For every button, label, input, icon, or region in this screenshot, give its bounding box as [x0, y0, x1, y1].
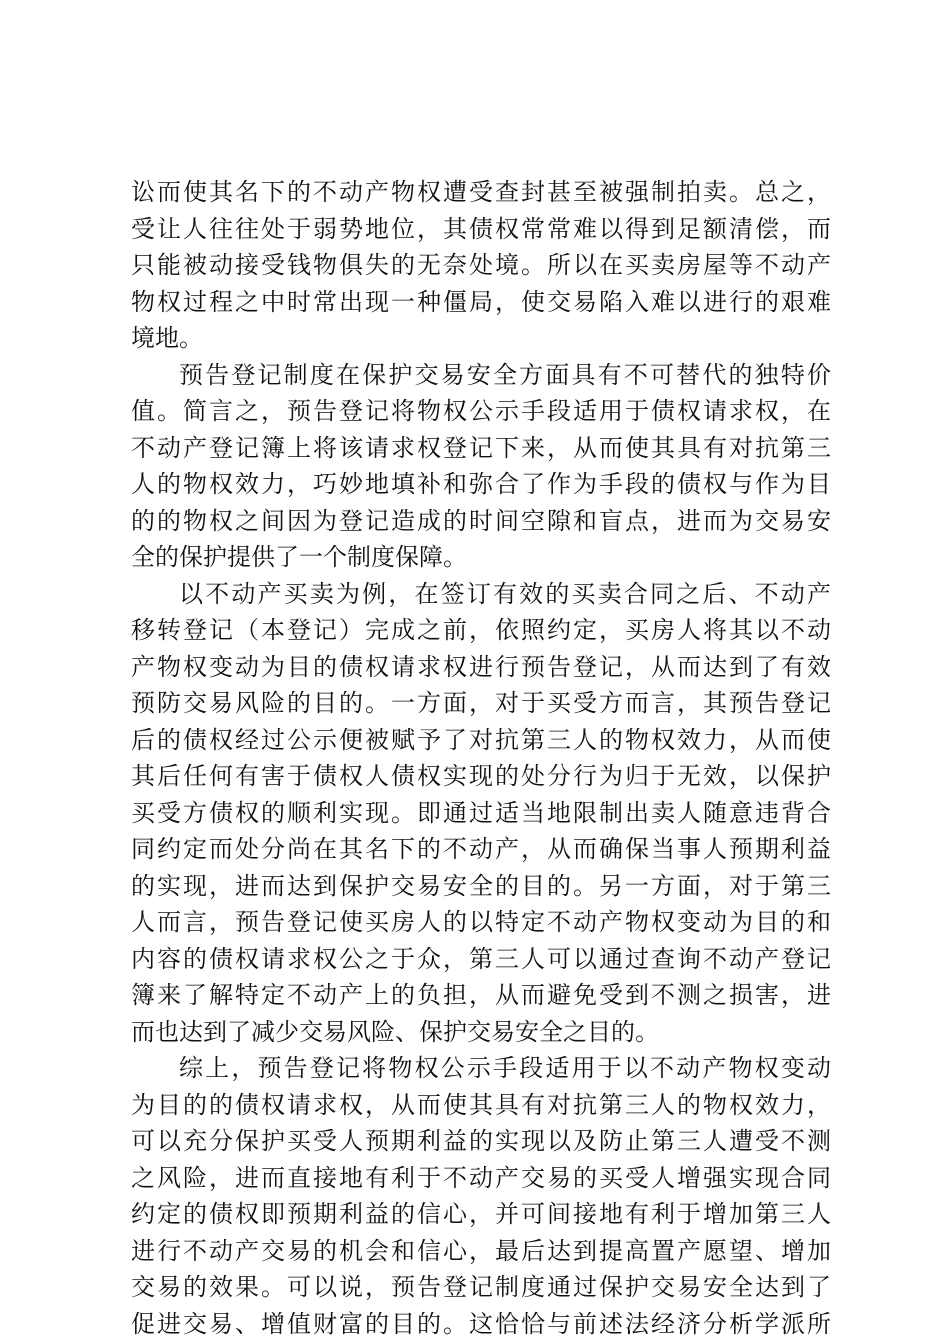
text-line: 为目的的债权请求权，从而使其具有对抗第三人的物权效力， — [131, 1090, 831, 1119]
text-line: 可以充分保护买受人预期利益的实现以及防止第三人遭受不测 — [131, 1127, 831, 1155]
text-line: 同约定而处分尚在其名下的不动产，从而确保当事人预期利益 — [131, 835, 831, 863]
text-line: 交易的效果。可以说，预告登记制度通过保护交易安全达到了 — [131, 1273, 831, 1301]
text-line: 约定的债权即预期利益的信心，并可间接地有利于增加第三人 — [131, 1200, 831, 1228]
text-line: 预告登记制度在保护交易安全方面具有不可替代的独特价 — [179, 360, 831, 389]
text-line: 内容的债权请求权公之于众，第三人可以通过查询不动产登记 — [131, 944, 831, 973]
text-line: 进行不动产交易的机会和信心，最后达到提高置产愿望、增加 — [131, 1236, 831, 1265]
text-line: 受让人往往处于弱势地位，其债权常常难以得到足额清偿，而 — [131, 214, 831, 243]
text-line: 而也达到了减少交易风险、保护交易安全之目的。 — [131, 1017, 659, 1046]
text-line: 的的物权之间因为登记造成的时间空隙和盲点，进而为交易安 — [131, 506, 831, 535]
text-line: 综上，预告登记将物权公示手段适用于以不动产物权变动 — [179, 1054, 831, 1082]
text-line: 预防交易风险的目的。一方面，对于买受方而言，其预告登记 — [131, 689, 831, 717]
text-line: 不动产登记簿上将该请求权登记下来，从而使其具有对抗第三 — [131, 433, 831, 462]
text-line: 产物权变动为目的债权请求权进行预告登记，从而达到了有效 — [131, 652, 831, 681]
text-line: 后的债权经过公示便被赋予了对抗第三人的物权效力，从而使 — [131, 725, 831, 754]
text-line: 的实现，进而达到保护交易安全的目的。另一方面，对于第三 — [131, 871, 831, 900]
text-line: 以不动产买卖为例，在签订有效的买卖合同之后、不动产 — [179, 579, 831, 608]
text-line: 促进交易、增值财富的目的。这恰恰与前述法经济分析学派所 — [131, 1309, 831, 1338]
text-line: 境地。 — [131, 324, 203, 352]
text-line: 买受方债权的顺利实现。即通过适当地限制出卖人随意违背合 — [131, 798, 831, 827]
text-line: 其后任何有害于债权人债权实现的处分行为归于无效，以保护 — [131, 762, 831, 790]
text-line: 人的物权效力，巧妙地填补和弥合了作为手段的债权与作为目 — [131, 470, 831, 498]
text-line: 物权过程之中时常出现一种僵局，使交易陷入难以进行的艰难 — [131, 287, 831, 316]
text-line: 讼而使其名下的不动产物权遭受查封甚至被强制拍卖。总之， — [131, 178, 831, 206]
text-line: 值。简言之，预告登记将物权公示手段适用于债权请求权，在 — [131, 397, 831, 425]
text-line: 簿来了解特定不动产上的负担，从而避免受到不测之损害，进 — [131, 981, 831, 1009]
document-page — [131, 174, 831, 1342]
text-line: 全的保护提供了一个制度保障。 — [131, 543, 467, 571]
text-line: 人而言，预告登记使买房人的以特定不动产物权变动为目的和 — [131, 908, 831, 936]
text-line: 移转登记（本登记）完成之前，依照约定，买房人将其以不动 — [131, 616, 831, 644]
text-line: 之风险，进而直接地有利于不动产交易的买受人增强实现合同 — [131, 1163, 831, 1192]
text-line: 只能被动接受钱物俱失的无奈处境。所以在买卖房屋等不动产 — [131, 251, 831, 279]
